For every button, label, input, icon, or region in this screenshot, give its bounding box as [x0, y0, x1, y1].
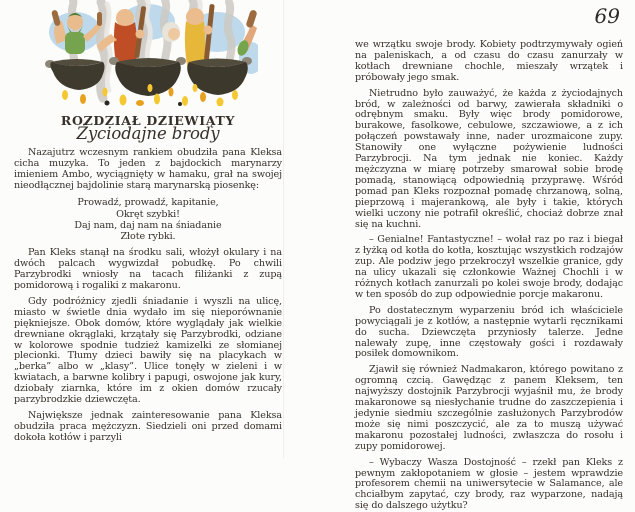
body-paragraph: Nazajutrz wczesnym rankiem obudziła pana Kleksa cicha muzyka. To jeden z bajdockich marynarzy imieniem Ambo, wyciągnięty w hamaku, grał na swojej nieodłącznej bajdolinie starą marynarską piosenkę:: [14, 146, 282, 191]
body-paragraph: Nietrudno było zauważyć, że każda z życiodajnych bród, w zależności od barwy, zawierała składniki o odrębnym smaku. Były więc brody pomidorowe, burakowe, fasolkowe, cebulowe, szczawiowe, a z ich połączeń powstawały inne, nader urozmaicone zupy. Stanowiły one wyłączne pożywienie ludności Parzybrocji. Na tym jednak nie koniec. Każdy mężczyzna w miarę potrzeby smarował sobie brodę pomadą, stanowiącą odpowiednią przyprawę. Wśród pomad pan Kleks rozpoznał pomadę chrzanową, solną, pieprzową i majerankową, ale były i takie, których wielki uczony nie potrafił określić, chociaż dobrze znał się na kuchni.: [355, 87, 623, 230]
cauldron-brewing-illustration: [44, 0, 258, 106]
chapter-heading: ROZDZIAŁ DZIEWIĄTY: [60, 113, 236, 128]
verse-line: Prowadź, prowadź, kapitanie,: [77, 197, 219, 209]
page-gutter-divider: [283, 0, 284, 458]
right-page: [355, 0, 623, 512]
body-paragraph: Największe jednak zainteresowanie pana Kleksa obudziła praca mężczyzn. Siedzieli oni przed domami dokoła kotłów i parzyli: [14, 409, 282, 443]
verse-line: Złote rybki.: [120, 231, 176, 243]
body-paragraph: – Genialne! Fantastyczne! – wołał raz po raz i biegał z łyżką od kotła do kotła, kosztując wszystkich rodzajów zup. Ale podziw jego przekroczył wszelkie granice, gdy na ulicy ukazali się członkowie Ważnej Chochli i w różnych kotłach zanurzali po kolei swoje brody, dodając w ten sposób do zup odpowiednie porcje makaronu.: [355, 234, 623, 300]
left-page: [14, 0, 282, 458]
chapter-title: Życiodajne brody: [76, 123, 220, 143]
verse-line: Daj nam, daj nam na śniadanie: [74, 219, 222, 231]
body-paragraph: Gdy podróżnicy zjedli śniadanie i wyszli na ulicę, miasto w świetle dnia wydało im się nieporównanie piękniejsze. Obok domów, które wyglądały jak wielkie drewniane okrąglaki, krzątały się Parzybrodki, odziane w kolorowe spodnie tudzież kamizelki ze słomianej plecionki. Tłumy dzieci bawiły się na placykach w „berka” albo w „klasy”. Ulice tonęły w zieleni i w kwiatach, a barwne kolibry i papugi, oswojone jak kury, dziobały ziarnka, które im z okien domów rzucały parzybrodzkie dziewczęta.: [14, 295, 282, 406]
page-number: 69: [594, 4, 620, 28]
body-paragraph: Po dostatecznym wyparzeniu bród ich właściciele powyciągali je z kotłów, a następnie wytarli ręcznikami do sucha. Dziewczęta przyniosły talerze. Jedne nalewały zupę, inne częstowały gości i rozdawały posiłek domownikom.: [355, 304, 623, 360]
body-paragraph: – Wybaczy Wasza Dostojność – rzekł pan Kleks z pewnym zakłopotaniem w głosie – jestem wprawdzie profesorem chemii na uniwersytecie w Salamance, ale chciałbym zapytać, czy brody, raz wyparzone, nadają się do dalszego użytku?: [355, 456, 623, 512]
song-verse: [14, 197, 282, 242]
body-paragraph: we wrzątku swoje brody. Kobiety podtrzymywały ogień na paleniskach, a od czasu do czasu zanurzały w kotłach drewniane chochle, mieszały wrzątek i próbowały jego smak.: [355, 39, 623, 83]
verse-line: Okręt szybki!: [116, 208, 180, 220]
chapter-illustration: [44, 0, 258, 106]
body-paragraph: Pan Kleks stanął na środku sali, włożył okulary i na dwóch palcach wygwizdał pobudkę. Po chwili Parzybrodki wniosły na tacach filiżanki z zupą pomidorową i rogaliki z makaronu.: [14, 247, 282, 291]
body-paragraph: Zjawił się również Nadmakaron, którego powitano z ogromną czcią. Gawędząc z panem Kleksem, ten najwyższy dostojnik Parzybrocji wyjaśnił mu, że brody makaronowe są niesłychanie trudne do zaszczepienia i jedynie siedmiu szczególnie zasłużonych Parzybrodów może się nimi poszczycić, ale za to muszą używać makaronu pozostałej ludności, zwłaszcza do rosołu i zupy pomidorowej.: [355, 364, 623, 452]
